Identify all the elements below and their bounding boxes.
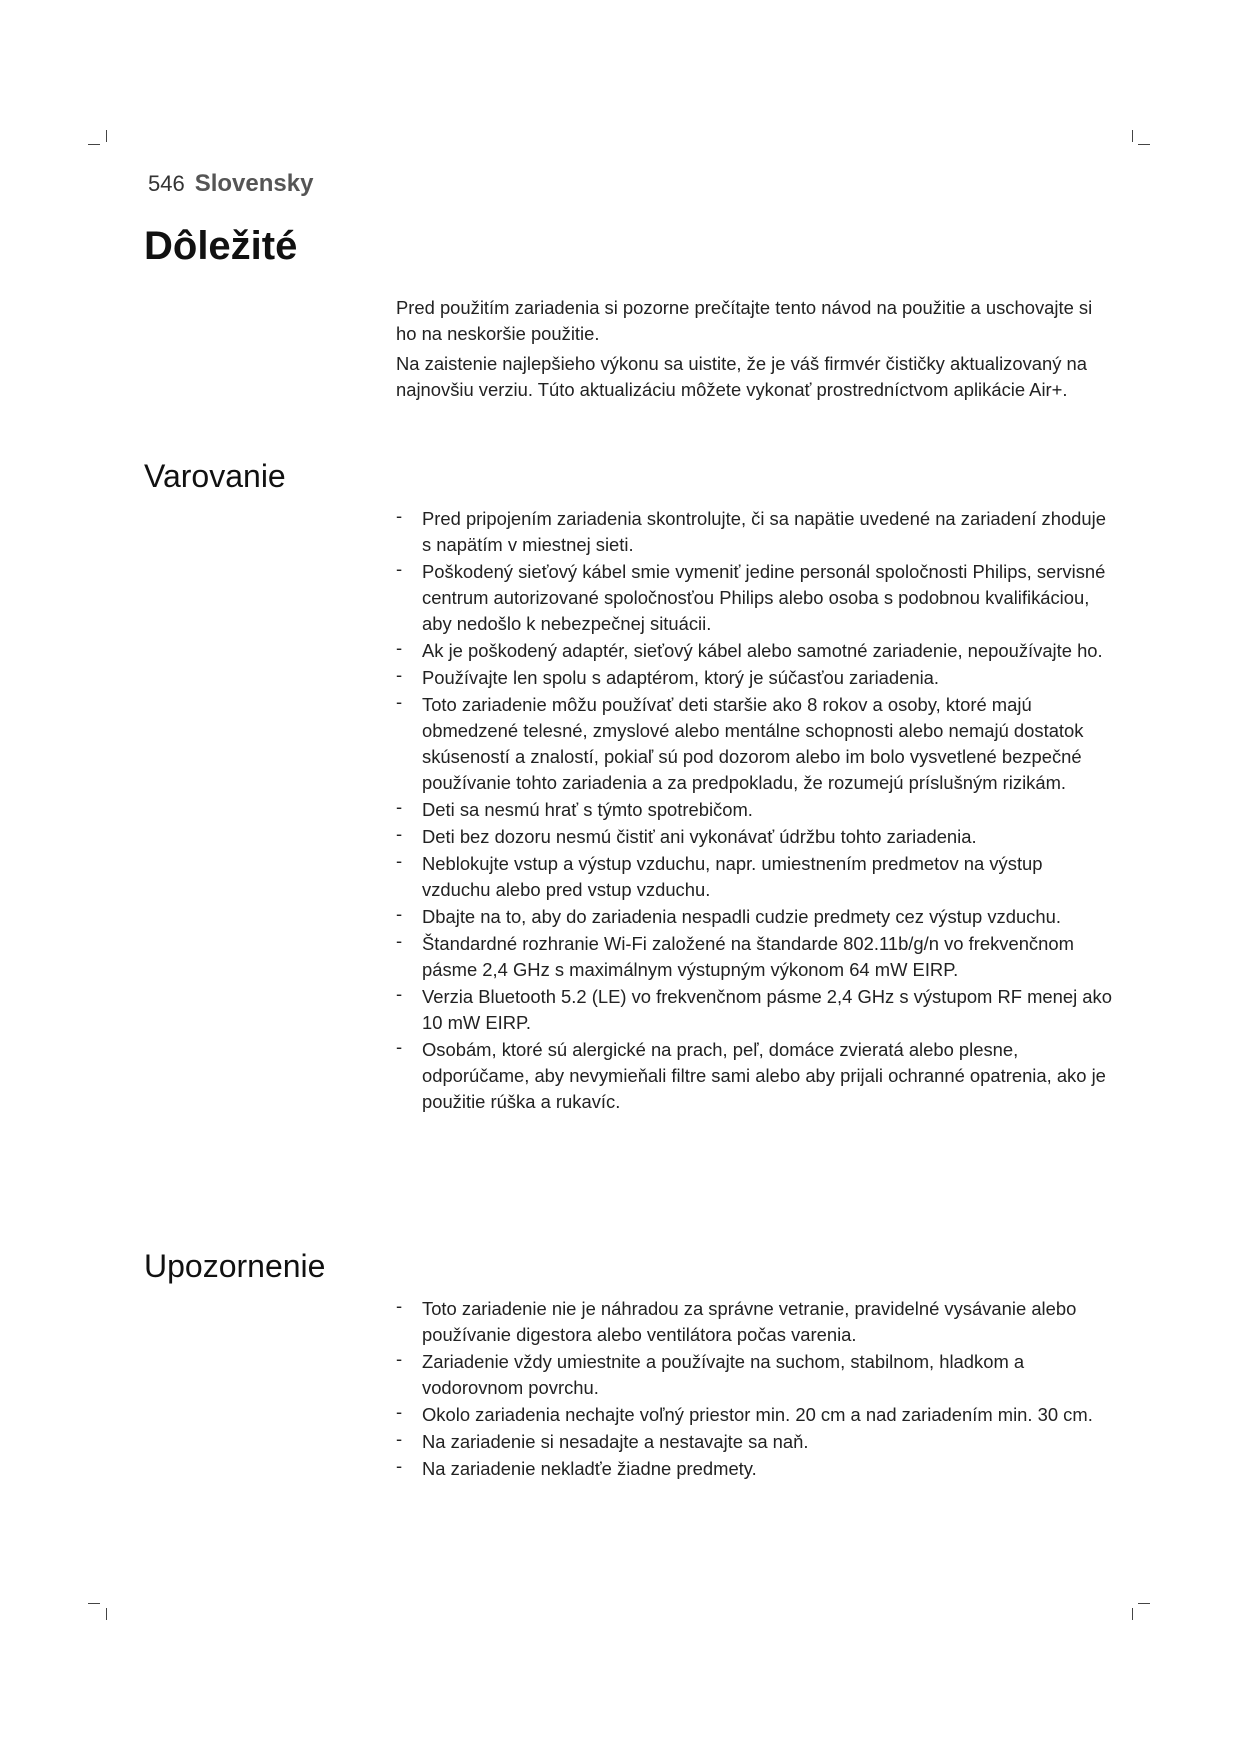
crop-mark [1132, 1608, 1133, 1620]
list-item: - Zariadenie vždy umiestnite a používajte na suchom, stabilnom, hladkom a vodorovnom povrchu. [396, 1349, 1116, 1401]
caution-section [396, 1296, 1116, 1483]
crop-mark [1132, 130, 1133, 142]
crop-mark [88, 1603, 100, 1604]
page-title: Dôležité [144, 224, 298, 268]
list-item: - Na zariadenie si nesadajte a nestavajte sa naň. [396, 1429, 1116, 1455]
crop-mark [1138, 144, 1150, 145]
caution-list [396, 1296, 1116, 1482]
warning-heading: Varovanie [144, 458, 286, 494]
caution-heading: Upozornenie [144, 1248, 326, 1284]
page-number: 546 [148, 171, 185, 196]
list-item: - Osobám, ktoré sú alergické na prach, peľ, domáce zvieratá alebo plesne, odporúčame, aby nevymieňali filtre sami alebo aby prijali ochranné opatrenia, ako je použitie rúška a rukavíc. [396, 1037, 1116, 1115]
list-item: - Dbajte na to, aby do zariadenia nespadli cudzie predmety cez výstup vzduchu. [396, 904, 1116, 930]
list-item: - Štandardné rozhranie Wi-Fi založené na štandarde 802.11b/g/n vo frekvenčnom pásme 2,4 GHz s maximálnym výstupným výkonom 64 mW EIRP. [396, 931, 1116, 983]
list-item: - Poškodený sieťový kábel smie vymeniť jedine personál spoločnosti Philips, servisné centrum autorizované spoločnosťou Philips alebo osoba s podobnou kvalifikáciou, aby nedošlo k nebezpečnej situácii. [396, 559, 1116, 637]
intro-paragraph: Pred použitím zariadenia si pozorne prečítajte tento návod na použitie a uschovajte si ho na neskoršie použitie. [396, 297, 1093, 344]
list-item: - Okolo zariadenia nechajte voľný priestor min. 20 cm a nad zariadením min. 30 cm. [396, 1402, 1116, 1428]
crop-mark [106, 1608, 107, 1620]
list-item: - Toto zariadenie môžu používať deti staršie ako 8 rokov a osoby, ktoré majú obmedzené telesné, zmyslové alebo mentálne schopnosti alebo nemajú dostatok skúseností a znalostí, pokiaľ sú pod dozorom alebo im bolo vysvetlené bezpečné používanie tohto zariadenia a za predpokladu, že rozumejú príslušným rizikám. [396, 692, 1116, 796]
list-item: - Používajte len spolu s adaptérom, ktorý je súčasťou zariadenia. [396, 665, 1116, 691]
crop-mark [106, 130, 107, 142]
crop-mark [1138, 1603, 1150, 1604]
intro-paragraph: Na zaistenie najlepšieho výkonu sa uistite, že je váš firmvér čističky aktualizovaný na najnovšiu verziu. Túto aktualizáciu môžete vykonať prostredníctvom aplikácie Air+. [396, 353, 1087, 400]
list-item: - Pred pripojením zariadenia skontrolujte, či sa napätie uvedené na zariadení zhoduje s napätím v miestnej sieti. [396, 506, 1116, 558]
warning-list [396, 506, 1116, 1115]
list-item: - Ak je poškodený adaptér, sieťový kábel alebo samotné zariadenie, nepoužívajte ho. [396, 638, 1116, 664]
language-label: Slovensky [194, 170, 314, 197]
page-header [148, 170, 313, 198]
intro-section [396, 295, 1116, 407]
list-item: - Verzia Bluetooth 5.2 (LE) vo frekvenčnom pásme 2,4 GHz s výstupom RF menej ako 10 mW EIRP. [396, 984, 1116, 1036]
warning-section [396, 506, 1116, 1116]
crop-mark [88, 144, 100, 145]
list-item: - Deti sa nesmú hrať s týmto spotrebičom. [396, 797, 1116, 823]
list-item: - Deti bez dozoru nesmú čistiť ani vykonávať údržbu tohto zariadenia. [396, 824, 1116, 850]
list-item: - Neblokujte vstup a výstup vzduchu, napr. umiestnením predmetov na výstup vzduchu alebo pred vstup vzduchu. [396, 851, 1116, 903]
list-item: - Na zariadenie nekladťe žiadne predmety. [396, 1456, 1116, 1482]
list-item: - Toto zariadenie nie je náhradou za správne vetranie, pravidelné vysávanie alebo používanie digestora alebo ventilátora počas varenia. [396, 1296, 1116, 1348]
